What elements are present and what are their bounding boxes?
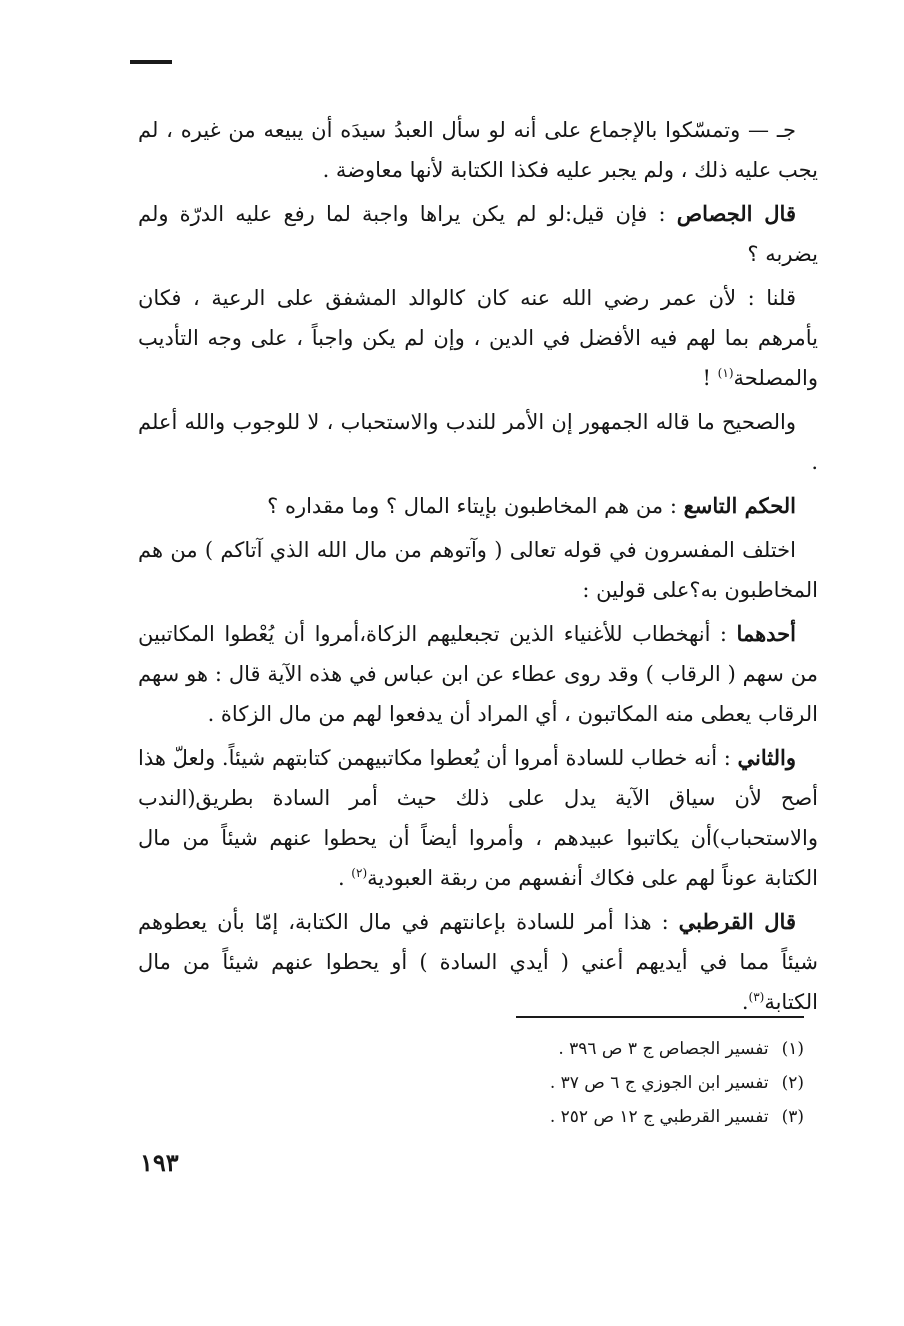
paragraph: قال القرطبي : هذا أمر للسادة بإعانتهم في مال الكتابة، إمّا بأن يعطوهم شيئاً مما في أيديهم أعني ( أيدي السادة ) أو يحطوا عنهم شيئاً من مال الكتابة$^{(٣)}$. — [138, 909, 818, 1014]
footnote-text: تفسير الجصاص ج ٣ ص ٣٩٦ . — [558, 1039, 769, 1059]
paragraph-lead: والثاني — [737, 745, 796, 770]
paragraph: الحكم التاسع : من هم المخاطبون بإيتاء المال ؟ وما مقداره ؟ — [267, 493, 796, 518]
footnote-separator — [516, 1016, 804, 1018]
header-rule — [130, 60, 172, 64]
footnote-text: تفسير القرطبي ج ١٢ ص ٢٥٢ . — [549, 1107, 769, 1127]
paragraph-lead: قال الجصاص — [676, 201, 796, 226]
footnote-number: (١) — [781, 1039, 804, 1059]
paragraph: والصحيح ما قاله الجمهور إن الأمر للندب والاستحباب ، لا للوجوب والله أعلم . — [138, 410, 818, 474]
paragraph: قال الجصاص : فإن قيل:لو لم يكن يراها واجبة لما رفع عليه الدرّة ولم يضربه ؟ — [138, 201, 818, 266]
paragraph: قلنا : لأن عمر رضي الله عنه كان كالوالد المشفق على الرعية ، فكان يأمرهم بما لهم فيه الأفضل في الدين ، وإن لم يكن واجباً ، على وجه التأديب والمصلحة$^{(١)}$ ! — [138, 286, 818, 390]
footnote-ref: (٢) — [351, 866, 368, 880]
footnote — [470, 1032, 804, 1066]
paragraph-lead: أحدهما — [736, 621, 796, 646]
paragraph-lead: قال القرطبي — [678, 909, 796, 934]
footnote — [470, 1066, 804, 1100]
paragraph: اختلف المفسرون في قوله تعالى ( وآتوهم من مال الله الذي آتاكم ) من هم المخاطبون به؟على قولين : — [138, 538, 818, 602]
footnotes — [470, 1032, 804, 1134]
footnote-text: تفسير ابن الجوزي ج ٦ ص ٣٧ . — [549, 1073, 769, 1093]
footnote-ref: (٣) — [748, 990, 765, 1004]
paragraph: جـ — وتمسّكوا بالإجماع على أنه لو سأل العبدُ سيدَه أن يبيعه من غيره ، لم يجب عليه ذلك ، ولم يجبر عليه فكذا الكتابة لأنها معاوضة . — [138, 118, 818, 182]
page-number: ١٩٣ — [140, 1148, 179, 1177]
footnote-number: (٢) — [781, 1073, 804, 1093]
paragraph: أحدهما : أنهخطاب للأغنياء الذين تجبعليهم الزكاة،أمروا أن يُعْطوا المكاتبين من سهم ( الرقاب ) وقد روى عطاء عن ابن عباس في هذه الآية قال : هو سهم الرقاب يعطى منه المكاتبون ، أي المراد أن يدفعوا لهم من مال الزكاة . — [138, 621, 818, 726]
paragraph: والثاني : أنه خطاب للسادة أمروا أن يُعطوا مكاتبيهمن كتابتهم شيئاً. ولعلّ هذا أصح لأن سياق الآية يدل على ذلك حيث أمر السادة بطريق(الندب والاستحباب)أن يكاتبوا عبيدهم ، وأمروا أيضاً أن يحطوا عنهم شيئاً من مال الكتابة عوناً لهم على فكاك أنفسهم من ربقة العبودية$^{(٢)}$ . — [138, 745, 818, 890]
main-text — [138, 110, 818, 1026]
footnote-number: (٣) — [781, 1107, 804, 1127]
footnote — [470, 1100, 804, 1134]
footnote-ref: (١) — [717, 366, 734, 380]
paragraph-lead: الحكم التاسع — [683, 493, 796, 518]
